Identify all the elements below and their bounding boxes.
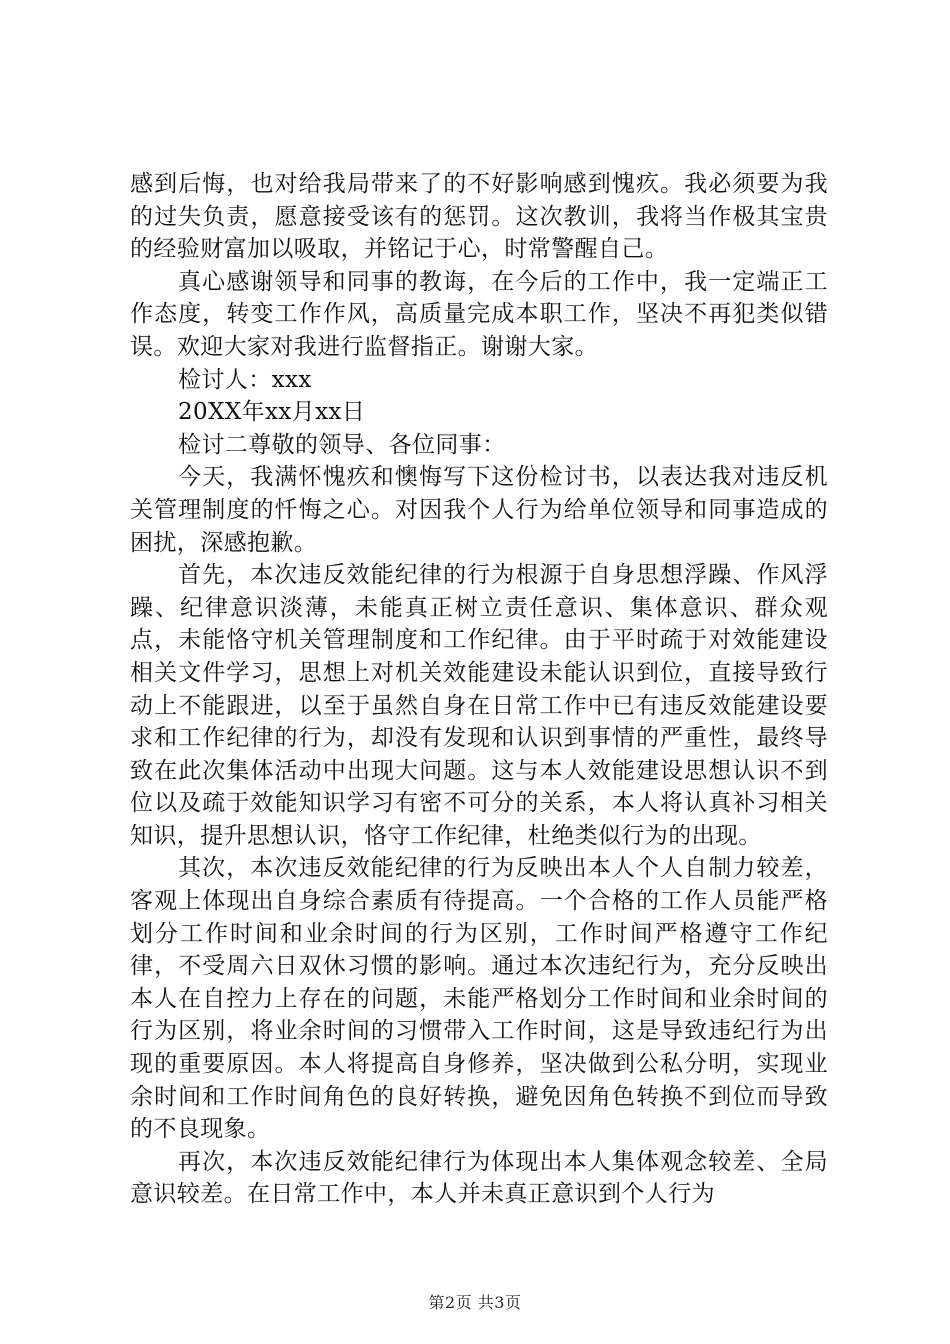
paragraph-third: 再次，本次违反效能纪律行为体现出本人集体观念较差、全局意识较差。在日常工作中，本人并未真正意识到个人行为: [130, 1148, 828, 1208]
paragraph-continuation: 感到后悔，也对给我局带来了的不好影响感到愧疚。我必须要为我的过失负责，愿意接受该有的惩罚。这次教训，我将当作极其宝贵的经验财富加以吸取，并铭记于心，时常警醒自己。: [130, 171, 828, 263]
signature-date: 20XX年xx月xx日: [178, 399, 366, 426]
paragraph-second: 其次，本次违反效能纪律的行为反映出本人个人自制力较差，客观上体现出自身综合素质有待提高。一个合格的工作人员能严格划分工作时间和业余时间的行为区别，工作时间严格遵守工作纪律，不受周六日双休习惯的影响。通过本次违纪行为，充分反映出本人在自控力上存在的问题，未能严格划分工作时间和业余时间的行为区别，将业余时间的习惯带入工作时间，这是导致违纪行为出现的重要原因。本人将提高自身修养，坚决做到公私分明，实现业余时间和工作时间角色的良好转换，避免因角色转换不到位而导致的不良现象。: [130, 855, 828, 1143]
signature-author: 检讨人：xxx: [178, 366, 312, 393]
page-footer: 第2页 共3页: [428, 1293, 522, 1312]
paragraph-thanks: 真心感谢领导和同事的教诲，在今后的工作中，我一定端正工作态度，转变工作作风，高质量完成本职工作，坚决不再犯类似错误。欢迎大家对我进行监督指正。谢谢大家。: [130, 268, 828, 360]
paragraph-intro: 今天，我满怀愧疚和懊悔写下这份检讨书，以表达我对违反机关管理制度的忏悔之心。对因我个人行为给单位领导和同事造成的困扰，深感抱歉。: [130, 464, 828, 556]
document-body: [130, 168, 828, 1211]
paragraph-first: 首先，本次违反效能纪律的行为根源于自身思想浮躁、作风浮躁、纪律意识淡薄，未能真正树立责任意识、集体意识、群众观点，未能恪守机关管理制度和工作纪律。由于平时疏于对效能建设相关文件学习，思想上对机关效能建设未能认识到位，直接导致行动上不能跟进，以至于虽然自身在日常工作中已有违反效能建设要求和工作纪律的行为，却没有发现和认识到事情的严重性，最终导致在此次集体活动中出现大问题。这与本人效能建设思想认识不到位以及疏于效能知识学习有密不可分的关系，本人将认真补习相关知识，提升思想认识，恪守工作纪律，杜绝类似行为的出现。: [130, 562, 828, 849]
section-heading-salutation: 检讨二尊敬的领导、各位同事：: [178, 431, 506, 458]
